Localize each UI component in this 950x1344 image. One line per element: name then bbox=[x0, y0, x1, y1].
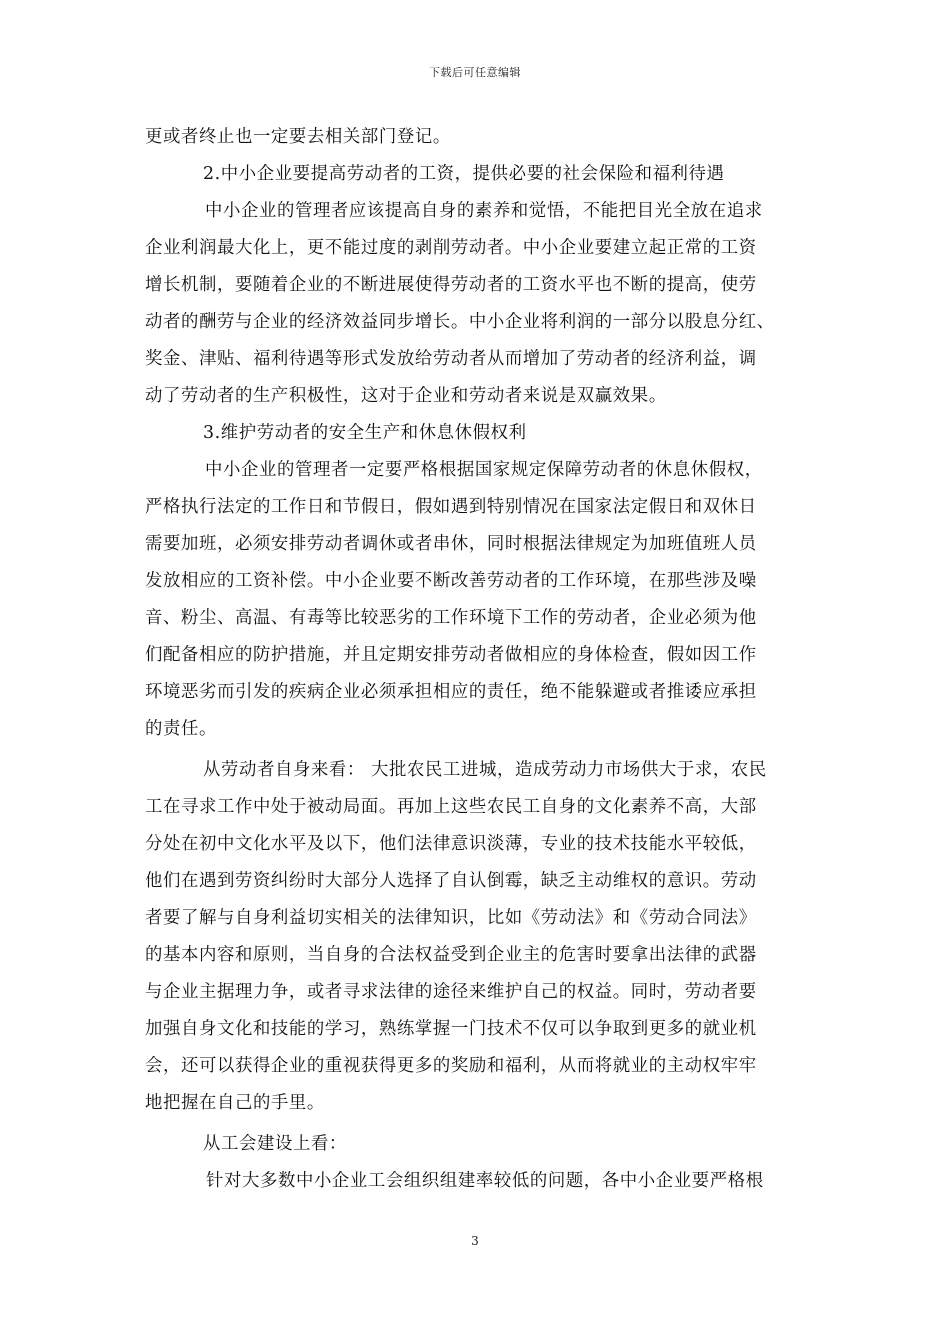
text-line: 分处在初中文化水平及以下，他们法律意识淡薄，专业的技术技能水平较低， bbox=[145, 834, 757, 854]
section-heading: 3.维护劳动者的安全生产和休息休假权利 bbox=[203, 423, 527, 443]
text-line: 动了劳动者的生产积极性，这对于企业和劳动者来说是双赢效果。 bbox=[145, 386, 667, 406]
text-line: 针对大多数中小企业工会组织组建率较低的问题，各中小企业要严格根 bbox=[206, 1171, 764, 1191]
text-line: 会，还可以获得企业的重视获得更多的奖励和福利，从而将就业的主动权牢牢 bbox=[145, 1056, 757, 1076]
text-line: 严格执行法定的工作日和节假日，假如遇到特别情况在国家法定假日和双休日 bbox=[145, 497, 757, 517]
text-line: 地把握在自己的手里。 bbox=[145, 1093, 325, 1113]
text-line: 从劳动者自身来看： 大批农民工进城，造成劳动力市场供大于求，农民 bbox=[203, 760, 767, 780]
text-line: 与企业主据理力争，或者寻求法律的途径来维护自己的权益。同时，劳动者要 bbox=[145, 982, 757, 1002]
text-line: 者要了解与自身利益切实相关的法律知识，比如《劳动法》和《劳动合同法》 bbox=[145, 908, 757, 928]
text-line: 奖金、津贴、福利待遇等形式发放给劳动者从而增加了劳动者的经济利益，调 bbox=[145, 349, 757, 369]
section-heading: 从工会建设上看： bbox=[203, 1134, 347, 1154]
text-line: 中小企业的管理者一定要严格根据国家规定保障劳动者的休息休假权， bbox=[205, 460, 763, 480]
text-line: 更或者终止也一定要去相关部门登记。 bbox=[145, 127, 451, 147]
text-line: 企业利润最大化上，更不能过度的剥削劳动者。中小企业要建立起正常的工资 bbox=[145, 238, 757, 258]
text-line: 的基本内容和原则，当自身的合法权益受到企业主的危害时要拿出法律的武器 bbox=[145, 945, 757, 965]
text-line: 中小企业的管理者应该提高自身的素养和觉悟，不能把目光全放在追求 bbox=[205, 201, 763, 221]
section-heading: 2.中小企业要提高劳动者的工资，提供必要的社会保险和福利待遇 bbox=[203, 164, 725, 184]
text-line: 们配备相应的防护措施，并且定期安排劳动者做相应的身体检查，假如因工作 bbox=[145, 645, 757, 665]
text-line: 音、粉尘、高温、有毒等比较恶劣的工作环境下工作的劳动者，企业必须为他 bbox=[145, 608, 757, 628]
body-text bbox=[145, 119, 810, 1200]
text-line: 工在寻求工作中处于被动局面。再加上这些农民工自身的文化素养不高，大部 bbox=[145, 797, 757, 817]
text-line: 发放相应的工资补偿。中小企业要不断改善劳动者的工作环境，在那些涉及噪 bbox=[145, 571, 757, 591]
text-line: 加强自身文化和技能的学习，熟练掌握一门技术不仅可以争取到更多的就业机 bbox=[145, 1019, 757, 1039]
text-line: 环境恶劣而引发的疾病企业必须承担相应的责任，绝不能躲避或者推诿应承担 bbox=[145, 682, 757, 702]
text-line: 需要加班，必须安排劳动者调休或者串休，同时根据法律规定为加班值班人员 bbox=[145, 534, 757, 554]
header-note: 下载后可任意编辑 bbox=[429, 66, 521, 79]
text-line: 动者的酬劳与企业的经济效益同步增长。中小企业将利润的一部分以股息分红、 bbox=[145, 312, 775, 332]
text-line: 增长机制，要随着企业的不断进展使得劳动者的工资水平也不断的提高，使劳 bbox=[145, 275, 757, 295]
text-line: 他们在遇到劳资纠纷时大部分人选择了自认倒霉，缺乏主动维权的意识。劳动 bbox=[145, 871, 757, 891]
page-number: 3 bbox=[471, 1234, 479, 1248]
text-line: 的责任。 bbox=[145, 719, 217, 739]
